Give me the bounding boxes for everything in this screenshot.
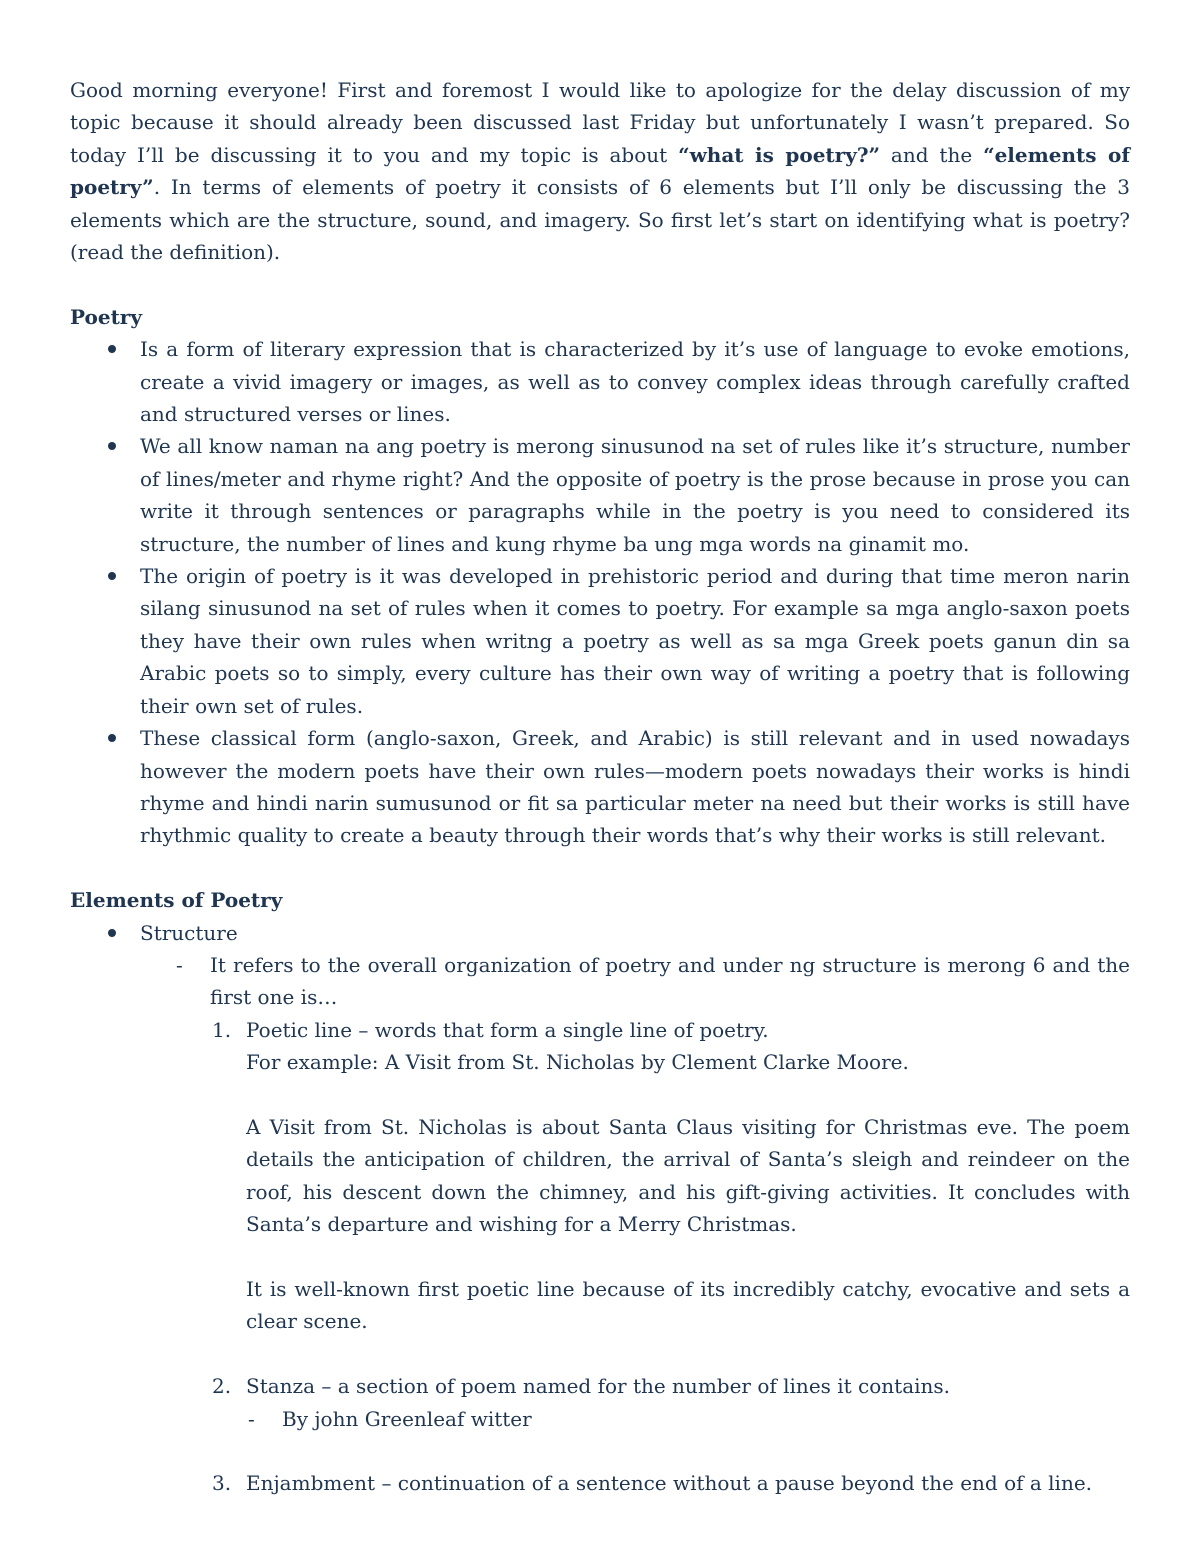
numbered-item-stanza (70, 1370, 1130, 1402)
spacer (70, 1079, 1130, 1111)
stanza-sub-text: By john Greenleaf witter (282, 1406, 532, 1431)
structure-bullet-item (70, 917, 1130, 949)
intro-paragraph (70, 74, 1130, 268)
bullet-icon (108, 572, 116, 580)
spacer (70, 268, 1130, 300)
poetry-bullet-item (70, 333, 1130, 430)
poetic-line-definition: Poetic line – words that form a single line of poetry. (246, 1017, 769, 1042)
poetry-bullet-list (70, 333, 1130, 852)
enjambment-definition: Enjambment – continuation of a sentence without a pause beyond the end of a line. (246, 1471, 1093, 1496)
numbered-item-enjambment (70, 1467, 1130, 1499)
poetry-heading: Poetry (70, 304, 142, 329)
dash-marker: - (176, 952, 183, 977)
poetry-bullet-text: Is a form of literary expression that is characterized by it’s use of language to evoke emotions, create a vivid imagery or images, as well as to convey complex ideas through carefully crafted and structured verses or lines. (140, 337, 1130, 427)
item-number: 3. (212, 1471, 232, 1496)
poetic-line-example: For example: A Visit from St. Nicholas by Clement Clarke Moore. (246, 1050, 909, 1075)
bullet-icon (108, 345, 116, 353)
item-number: 1. (212, 1017, 232, 1042)
poetry-bullet-text: These classical form (anglo-saxon, Greek, and Arabic) is still relevant and in used nowadays however the modern poets have their own rules—modern poets nowadays their works is hindi rhyme and hindi narin sumusunod or fit sa particular meter na need but their works is still have rhythmic quality to create a beauty through their words that’s why their works is still relevant. (140, 726, 1130, 848)
item-number: 2. (212, 1374, 232, 1399)
structure-description-text: It refers to the overall organization of poetry and under ng structure is merong 6 and the first one is… (210, 952, 1130, 1010)
intro-text-2: and the (880, 142, 984, 167)
dash-marker: - (248, 1406, 255, 1431)
spacer (70, 1338, 1130, 1370)
numbered-item-poetic-line (70, 1014, 1130, 1046)
bullet-icon (108, 442, 116, 450)
poetry-bullet-item (70, 560, 1130, 722)
poetry-bullet-text: The origin of poetry is it was developed in prehistoric period and during that time meron narin silang sinusunod na set of rules when it comes to poetry. For example sa mga anglo-saxon poets they have their own rules when writng a poetry as well as sa mga Greek poets ganun din sa Arabic poets so to simply, every culture has their own way of writing a poetry that is following their own set of rules. (140, 564, 1130, 718)
bullet-icon (108, 734, 116, 742)
structure-label: Structure (140, 920, 238, 945)
intro-text-1: Good morning everyone! First and foremost I would like to apologize for the delay discussion of my topic because it should already been discussed last Friday but unfortunately I wasn’t prepared. So today I’ll be discussing it to you and my topic is about (70, 78, 1130, 167)
intro-bold-elements-of-poetry: “elements of poetry” (70, 142, 1130, 200)
poetry-bullet-item (70, 430, 1130, 560)
structure-description (70, 949, 1130, 1014)
elements-bullet-list (70, 917, 1130, 949)
intro-bold-what-is-poetry: “what is poetry?” (678, 142, 881, 167)
bullet-icon (108, 929, 116, 937)
poetry-bullet-item (70, 722, 1130, 852)
poetic-line-note: It is well-known first poetic line because of its incredibly catchy, evocative and sets a clear scene. (246, 1276, 1130, 1334)
stanza-definition: Stanza – a section of poem named for the number of lines it contains. (246, 1374, 951, 1399)
document-page (70, 74, 1130, 1500)
elements-heading: Elements of Poetry (70, 888, 283, 913)
poetry-bullet-text: We all know naman na ang poetry is merong sinusunod na set of rules like it’s structure, number of lines/meter and rhyme right? And the opposite of poetry is the prose because in prose you can write it through sentences or paragraphs while in the poetry is you need to considered its structure, the number of lines and kung rhyme ba ung mga words na ginamit mo. (140, 434, 1130, 556)
spacer (70, 852, 1130, 884)
spacer (70, 1241, 1130, 1273)
poetic-line-summary: A Visit from St. Nicholas is about Santa Claus visiting for Christmas eve. The poem details the anticipation of children, the arrival of Santa’s sleigh and reindeer on the roof, his descent down the chimney, and his gift-giving activities. It concludes with Santa’s departure and wishing for a Merry Christmas. (246, 1114, 1130, 1237)
intro-text-3: . In terms of elements of poetry it consists of 6 elements but I’ll only be discussing the 3 elements which are the structure, sound, and imagery. So first let’s start on identifying what is poetry? (read the definition). (70, 175, 1130, 265)
stanza-sub-item (70, 1403, 1130, 1435)
spacer (70, 1435, 1130, 1467)
